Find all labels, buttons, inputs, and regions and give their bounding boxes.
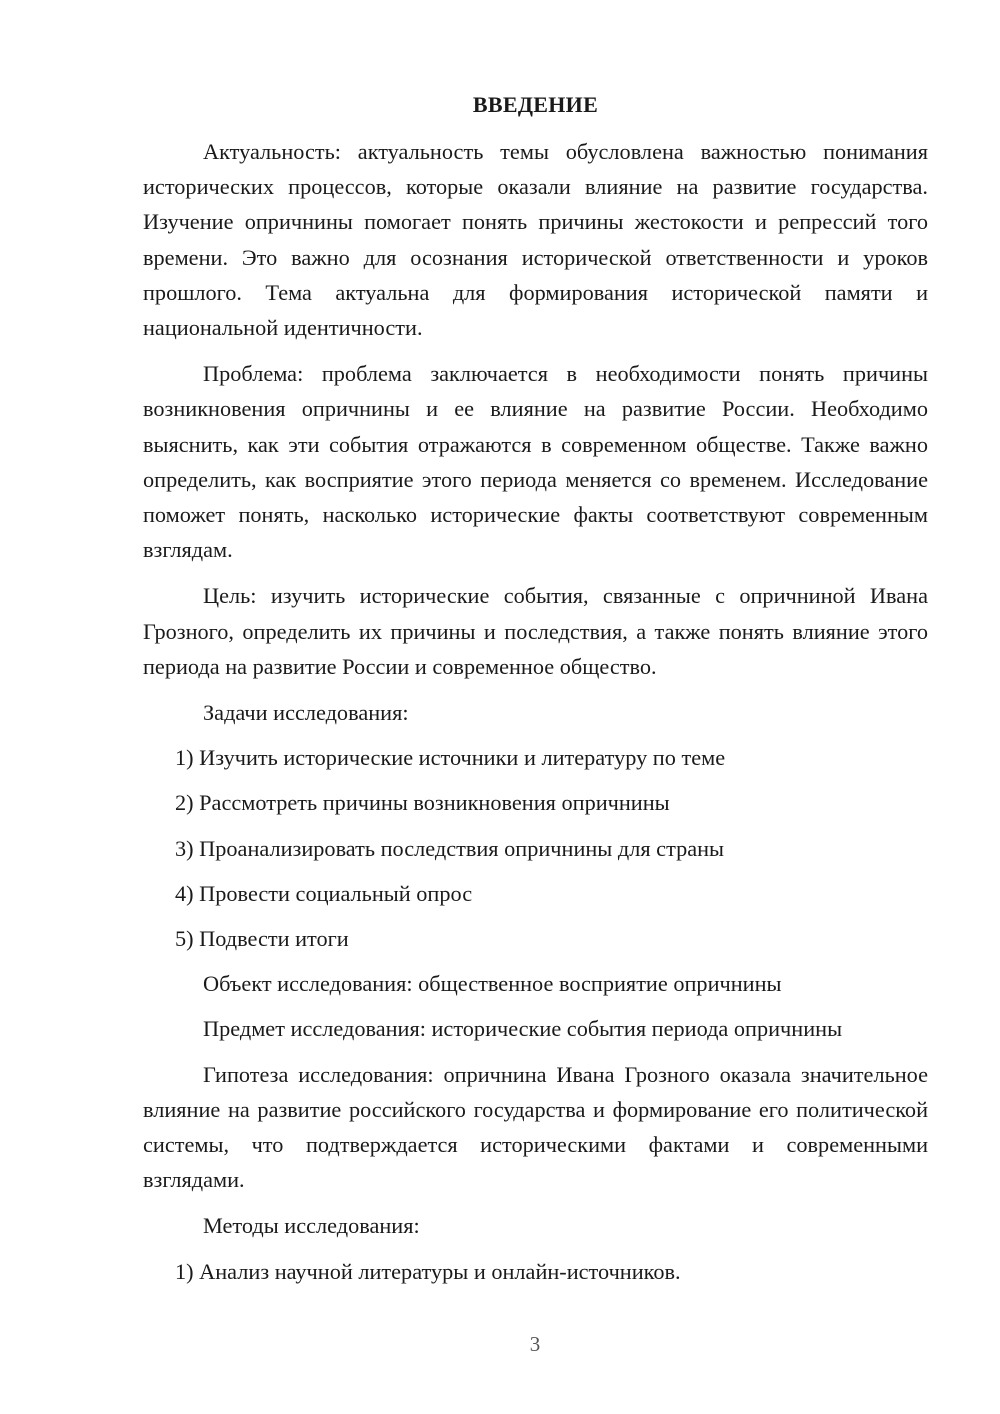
task-item: 1) Изучить исторические источники и литературу по теме — [175, 745, 726, 771]
tasks-label: Задачи исследования: — [203, 700, 409, 726]
relevance-paragraph: Актуальность: актуальность темы обусловлена важностью понимания исторических процессов, которые оказали влияние на развитие государства. Изучение опричнины помогает понять причины жестокости и репрессий того времени. Это важно для осознания исторической ответственности и уроков прошлого. Тема актуальна для формирования исторической памяти и национальной идентичности. — [143, 139, 928, 341]
problem-paragraph: Проблема: проблема заключается в необходимости понять причины возникновения опричнины и ее влияние на развитие России. Необходимо выяснить, как эти события отражаются в современном обществе. Также важно определить, как восприятие этого периода меняется со временем. Исследование поможет понять, насколько исторические факты соответствуют современным взглядам. — [143, 361, 928, 563]
task-item: 2) Рассмотреть причины возникновения опричнины — [175, 790, 670, 816]
document-page — [143, 92, 928, 1299]
research-subject: Предмет исследования: исторические события периода опричнины — [203, 1016, 843, 1042]
goal-paragraph: Цель: изучить исторические события, связанные с опричниной Ивана Грозного, определить их причины и последствия, а также понять влияние этого периода на развитие России и современное общество. — [143, 583, 928, 679]
task-item: 4) Провести социальный опрос — [175, 880, 473, 906]
section-heading: ВВЕДЕНИЕ — [472, 92, 599, 117]
task-item: 3) Проанализировать последствия опричнины для страны — [175, 835, 725, 861]
page-number: 3 — [529, 1332, 541, 1356]
task-item: 5) Подвести итоги — [175, 926, 349, 952]
hypothesis-paragraph: Гипотеза исследования: опричнина Ивана Грозного оказала значительное влияние на развитие российского государства и формирование его политической системы, что подтверждается историческими фактами и современными взглядами. — [143, 1061, 928, 1193]
research-object: Объект исследования: общественное восприятие опричнины — [203, 971, 782, 997]
method-item: 1) Анализ научной литературы и онлайн-источников. — [175, 1258, 681, 1284]
methods-label: Методы исследования: — [203, 1213, 420, 1239]
